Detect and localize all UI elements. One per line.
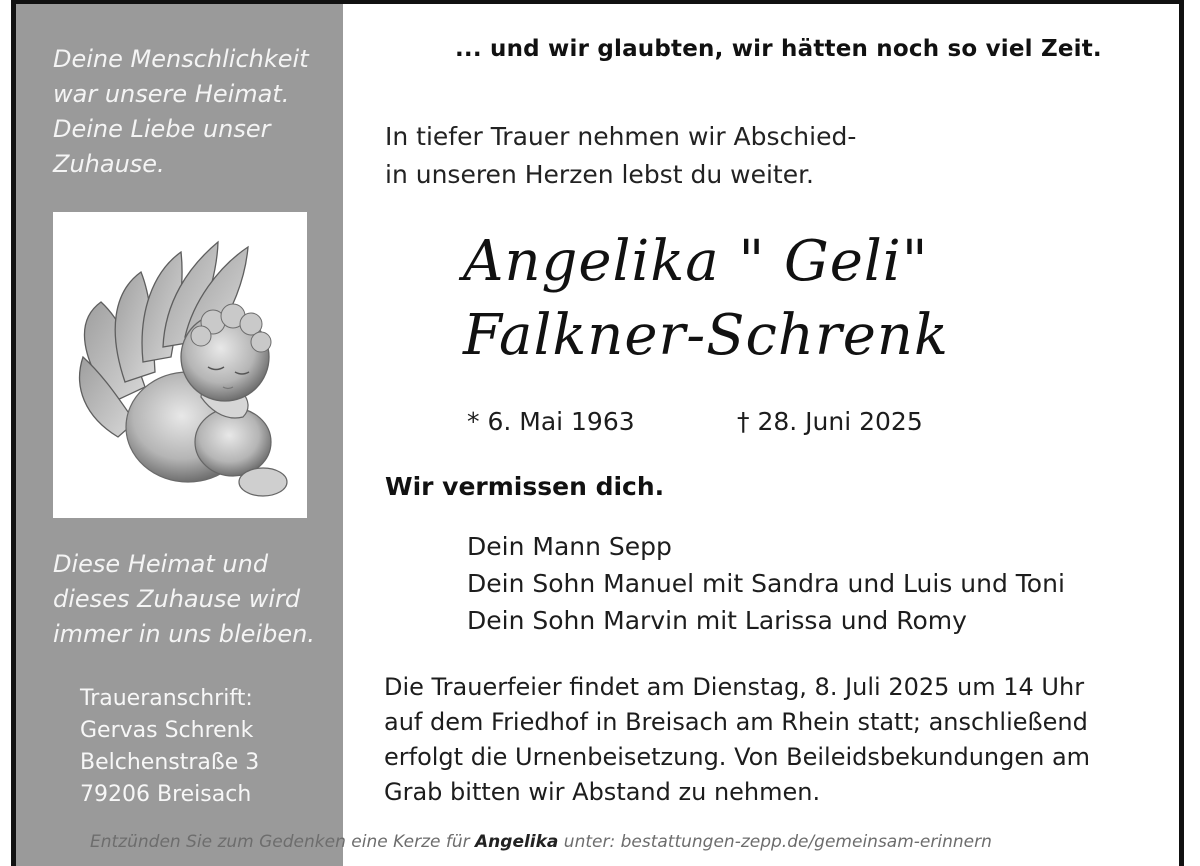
service-line: Die Trauerfeier findet am Dienstag, 8. Juli 2025 um 14 Uhr [384, 673, 1085, 701]
death-date: † 28. Juni 2025 [737, 407, 923, 436]
address-label: Traueranschrift: [80, 686, 253, 711]
sidebar-quote-bottom: Diese Heimat und dieses Zuhause wird immer in uns bleiben. [53, 550, 315, 648]
footer-link[interactable]: unter: bestattungen-zepp.de/gemeinsam-erinnern [558, 832, 992, 852]
motto-line: ... und wir glaubten, wir hätten noch so viel Zeit. [455, 36, 1102, 62]
family-member: Dein Sohn Manuel mit Sandra und Luis und Toni [467, 569, 1065, 598]
birth-date: * 6. Mai 1963 [467, 407, 635, 436]
angel-photo [53, 212, 307, 518]
address-street: Belchenstraße 3 [80, 750, 260, 775]
service-line: erfolgt die Urnenbeisetzung. Von Beileidsbekundungen am [384, 743, 1091, 771]
footer-name: Angelika [475, 832, 559, 852]
intro-text [385, 118, 856, 194]
deceased-name [463, 225, 949, 373]
family-member: Dein Mann Sepp [467, 532, 672, 561]
funeral-service-info [384, 670, 1144, 810]
family-list [467, 528, 1065, 639]
address-city: 79206 Breisach [80, 782, 252, 807]
address-name: Gervas Schrenk [80, 718, 254, 743]
deceased-name-line2: Falkner-Schrenk [463, 303, 949, 368]
memorial-candle-footer [90, 832, 1180, 852]
sidebar-quote-top: Deine Menschlichkeit war unsere Heimat. Deine Liebe unser Zuhause. [53, 45, 309, 178]
footer-prefix: Entzünden Sie zum Gedenken eine Kerze für [90, 832, 476, 852]
deceased-name-line1: Angelika " Geli" [463, 229, 929, 294]
intro-line: in unseren Herzen lebst du weiter. [385, 160, 815, 189]
miss-line: Wir vermissen dich. [385, 472, 665, 501]
intro-line: In tiefer Trauer nehmen wir Abschied- [385, 122, 857, 151]
family-member: Dein Sohn Marvin mit Larissa und Romy [467, 606, 967, 635]
mourning-address [80, 683, 320, 811]
service-line: auf dem Friedhof in Breisach am Rhein statt; anschließend [384, 708, 1088, 736]
sleeping-angel-icon [53, 212, 307, 518]
service-line: Grab bitten wir Abstand zu nehmen. [384, 778, 821, 806]
